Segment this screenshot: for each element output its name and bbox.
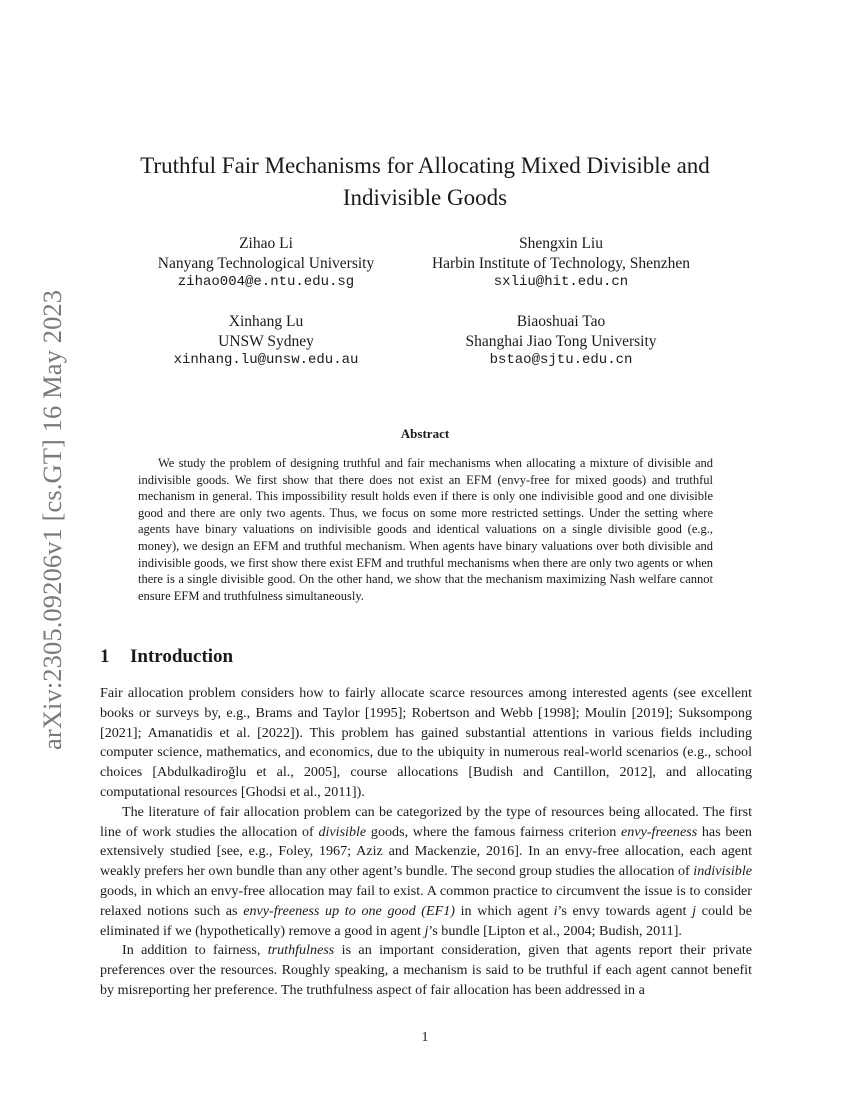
text-run: ’s bundle [Lipton et al., 2004; Budish, 2011]. [428, 922, 682, 939]
text-run: in which agent [454, 902, 554, 919]
body-paragraph [100, 684, 752, 803]
emphasized-text: envy-freeness up to one good (EF1) [243, 902, 455, 919]
abstract-heading: Abstract [400, 426, 450, 441]
emphasized-text: indivisible [693, 863, 752, 880]
author-affiliation: Shanghai Jiao Tong University [465, 332, 657, 350]
page-number: 1 [421, 1030, 429, 1045]
text-run: Fair allocation problem considers how to fairly allocate scarce resources among interested agents (see excellent books or surveys by, e.g., Brams and Taylor [1995]; Robertson and Webb [1998]; Moulin [2019]; Suksompong [2021]; Amanatidis et al. [2022]). This problem has gained substantial attentions in various fields including computer science, mathematics, and economics, due to the ubiquity in numerous real-world scenarios (e.g., school choices [Abdulkadiroğlu et al., 2005], course allocations [Budish and Cantillon, 2012], and allocating computational resources [Ghodsi et al., 2011]). [100, 685, 752, 800]
emphasized-text: envy-freeness [621, 823, 698, 840]
author-block [412, 234, 710, 293]
text-run: has been extensively studied [see, e.g., Foley, 1967; Aziz and Mackenzie, 2016]. In an envy-free allocation, each agent weakly prefers her own bundle than any other agent’s bundle. The second group studies the allocation of [100, 823, 752, 880]
author-affiliation: Nanyang Technological University [157, 254, 375, 272]
section-heading [100, 646, 750, 668]
emphasized-text: j [692, 902, 697, 919]
emphasized-text: truthfulness [267, 942, 335, 959]
author-name: Biaoshuai Tao [516, 313, 606, 330]
text-run: goods, in which an envy-free allocation may fail to exist. A common practice to circumvent the issue is to consider relaxed notions such as [100, 882, 752, 919]
author-email[interactable]: bstao@sjtu.edu.cn [489, 352, 633, 368]
author-affiliation: Harbin Institute of Technology, Shenzhen [431, 254, 691, 272]
author-block [412, 312, 710, 371]
author-email[interactable]: zihao004@e.ntu.edu.sg [177, 274, 355, 290]
text-run: could be eliminated if we (hypothetically) remove a good in agent [100, 902, 752, 939]
author-name: Shengxin Liu [519, 235, 603, 252]
author-name: Xinhang Lu [228, 313, 304, 330]
author-affiliation: UNSW Sydney [218, 332, 314, 350]
text-run: ’s envy towards agent [557, 902, 693, 919]
text-run: The literature of fair allocation problem can be categorized by the type of resources being allocated. The first line of work studies the allocation of [100, 803, 752, 840]
emphasized-text: divisible [318, 823, 367, 840]
author-block [140, 234, 392, 293]
body-paragraph [100, 941, 752, 1000]
section-title: Introduction [130, 646, 234, 667]
author-block [140, 312, 392, 371]
author-email[interactable]: sxliu@hit.edu.cn [493, 274, 629, 290]
paper-title: Truthful Fair Mechanisms for Allocating Mixed Divisible and Indivisible Goods [140, 153, 710, 210]
emphasized-text: i [553, 902, 558, 919]
emphasized-text: j [424, 922, 429, 939]
arxiv-identifier: arXiv:2305.09206v1 [cs.GT] 16 May 2023 [37, 289, 67, 750]
section-body [100, 684, 752, 1001]
author-name: Zihao Li [239, 235, 293, 252]
text-run: is an important consideration, given that agents report their private preferences over the resources. Roughly speaking, a mechanism is said to be truthful if each agent cannot benefit by misreporting her preference. The truthfulness aspect of fair allocation has been addressed in a [100, 942, 753, 998]
text-run: In addition to fairness, [122, 942, 268, 959]
author-email[interactable]: xinhang.lu@unsw.edu.au [173, 352, 359, 368]
section-number: 1 [100, 646, 110, 667]
body-paragraph [100, 803, 752, 942]
text-run: goods, where the famous fairness criterion [366, 823, 622, 840]
abstract-text: We study the problem of designing truthful and fair mechanisms when allocating a mixture of divisible and indivisible goods. We first show that there does not exist an EFM (envy-free for mixed goods) and truthful mechanism in general. This impossibility result holds even if there is only one indivisible good and one divisible good and there are only two agents. Thus, we focus on some more restricted settings. Under the setting where agents have binary valuations on indivisible goods and identical valuations on a single divisible good (e.g., money), we design an EFM and truthful mechanism. When agents have binary valuations over both divisible and indivisible goods, we first show there exist EFM and truthful mechanisms when there are only two agents or when there is a single divisible good. On the other hand, we show that the mechanism maximizing Nash welfare cannot ensure EFM and truthfulness simultaneously. [138, 456, 713, 603]
